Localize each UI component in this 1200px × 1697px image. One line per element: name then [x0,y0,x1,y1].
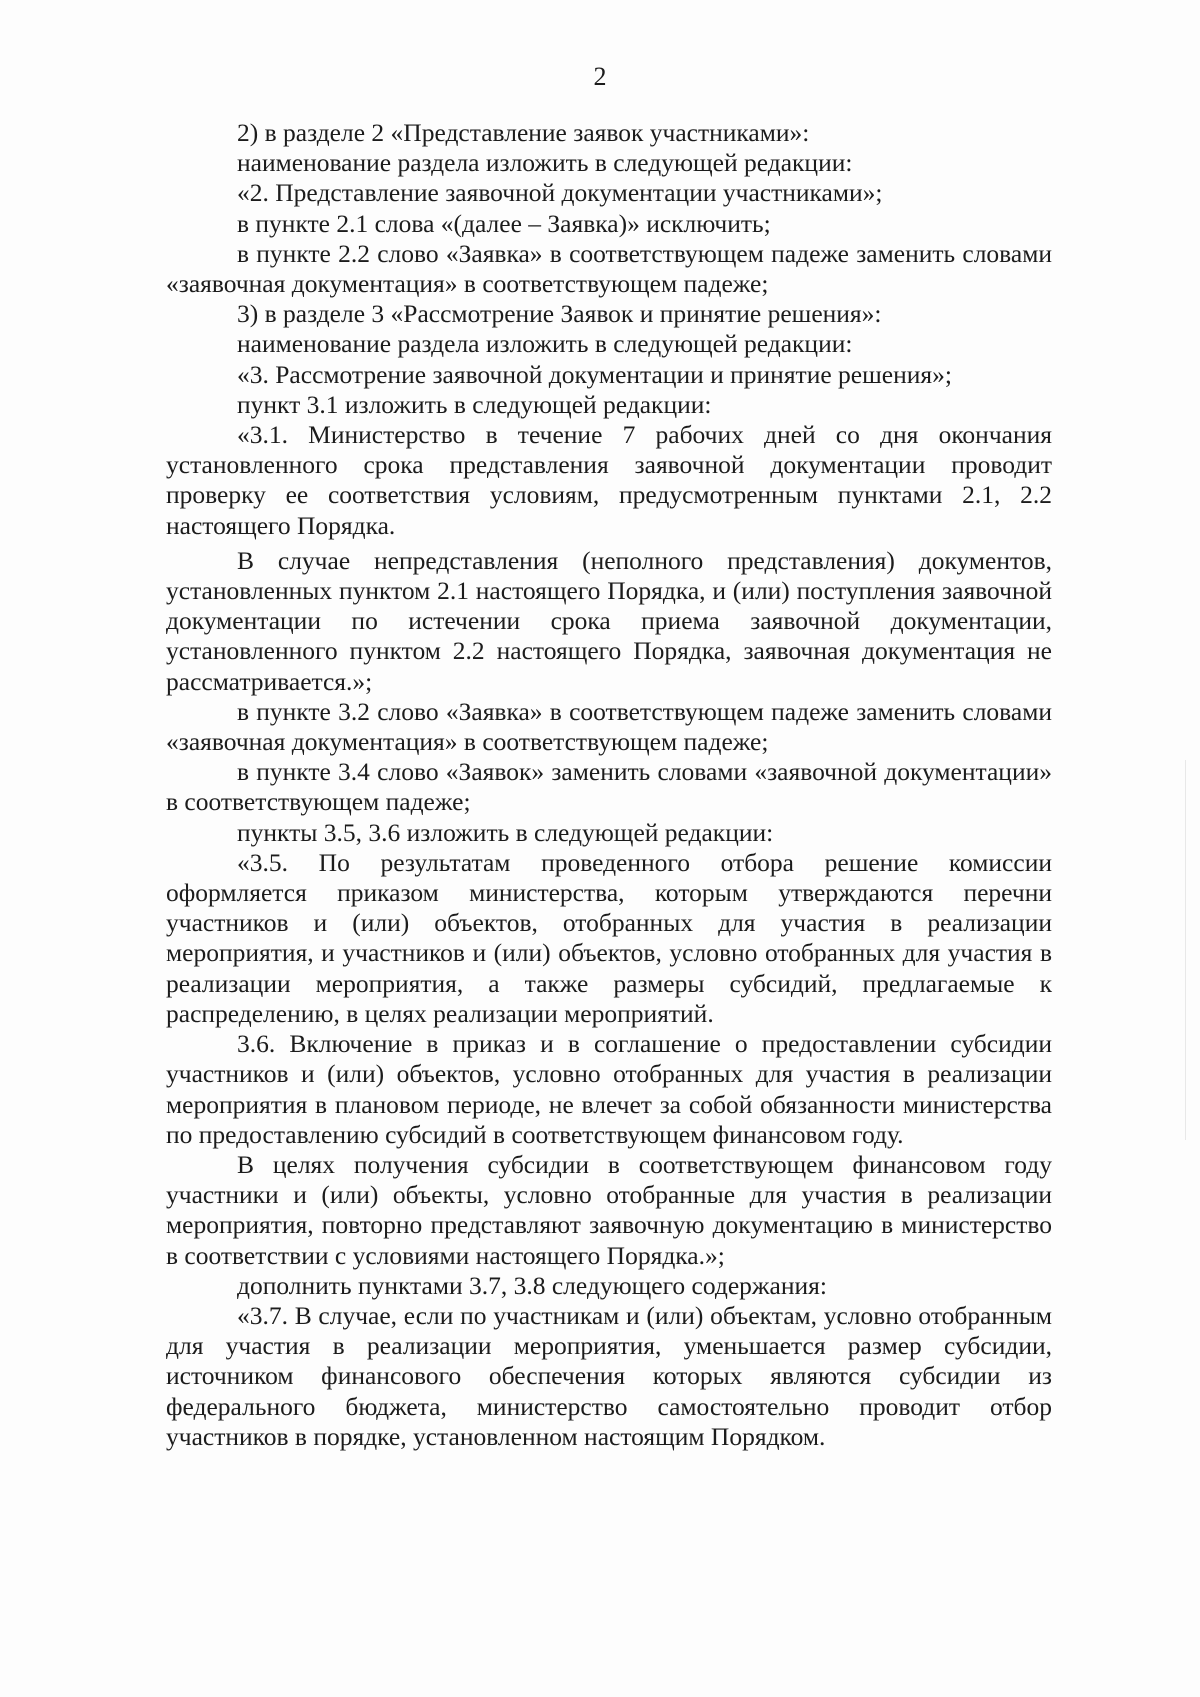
paragraph-section-3-title-change: наименование раздела изложить в следующей редакции: [237,329,853,359]
paragraph-section-2-title-change: наименование раздела изложить в следующей редакции: [237,148,853,178]
paragraph-clause-3-6-continued: В целях получения субсидии в соответствующем финансовом году участники и (или) объекты, условно отобранные для участия в реализации мероприятия, повторно представляют заявочную документацию в министерство в соответствии с условиями настоящего Порядка.»; [166,1149,1052,1270]
paragraph-clause-3-1-text: «3.1. Министерство в течение 7 рабочих дней со дня окончания установленного срока представления заявочной документации проводит проверку ее соответствия условиям, предусмотренным пунктами 2.1, 2.2 настоящего Порядка. [166,420,1052,540]
paragraph-clauses-3-7-3-8-intro: дополнить пунктами 3.7, 3.8 следующего содержания: [237,1270,827,1300]
paragraph-clause-3-1-intro: пункт 3.1 изложить в следующей редакции: [237,389,712,419]
paragraph-clause-3-5-text: «3.5. По результатам проведенного отбора решение комиссии оформляется приказом министерства, которым утверждаются перечни участников и (или) объектов, отобранных для участия в реализации мероприятия, и участников и (или) объектов, условно отобранных для участия в реализации мероприятия, а также размеры субсидий, предлагаемые к распределению, в целях реализации мероприятий. [166,847,1052,1028]
document-body [166,118,1052,1452]
paragraph-clause-2-2: в пункте 2.2 слово «Заявка» в соответствующем падеже заменить словами «заявочная документация» в соответствующем падеже; [166,238,1052,299]
paragraph-clause-3-2: в пункте 3.2 слово «Заявка» в соответствующем падеже заменить словами «заявочная документация» в соответствующем падеже; [166,696,1052,757]
paragraph-clause-2-1: в пункте 2.1 слова «(далее – Заявка)» исключить; [237,208,771,238]
paragraph-section-3-new-title: «3. Рассмотрение заявочной документации и принятие решения»; [237,359,952,389]
paragraph-clause-3-7-text: «3.7. В случае, если по участникам и (или) объектам, условно отобранным для участия в реализации мероприятия, уменьшается размер субсидии, источником финансового обеспечения которых являются субсидии из федерального бюджета, министерство самостоятельно проводит отбор участников в порядке, установленном настоящим Порядком. [166,1300,1052,1451]
paragraph-section-2-intro: 2) в разделе 2 «Представление заявок участниками»: [237,118,810,147]
paragraph-clause-3-4: в пункте 3.4 слово «Заявок» заменить словами «заявочной документации» в соответствующем падеже; [166,757,1052,817]
page-number: 2 [593,62,607,91]
paragraph-clause-3-1-continued: В случае непредставления (неполного представления) документов, установленных пунктом 2.1 настоящего Порядка, и (или) поступления заявочной документации по истечении срока приема заявочной документации, установленного пунктом 2.2 настоящего Порядка, заявочная документация не рассматривается.»; [166,545,1052,696]
paragraph-clause-3-6-text: 3.6. Включение в приказ и в соглашение о предоставлении субсидии участников и (или) объектов, условно отобранных для участия в реализации мероприятия в плановом периоде, не влечет за собой обязанности министерства по предоставлению субсидий в соответствующем финансовом году. [166,1029,1052,1149]
paragraph-clauses-3-5-3-6-intro: пункты 3.5, 3.6 изложить в следующей редакции: [237,817,774,847]
paragraph-section-3-intro: 3) в разделе 3 «Рассмотрение Заявок и принятие решения»: [237,299,882,329]
paragraph-section-2-new-title: «2. Представление заявочной документации участниками»; [237,178,883,208]
scan-edge-mark [1185,760,1186,1140]
